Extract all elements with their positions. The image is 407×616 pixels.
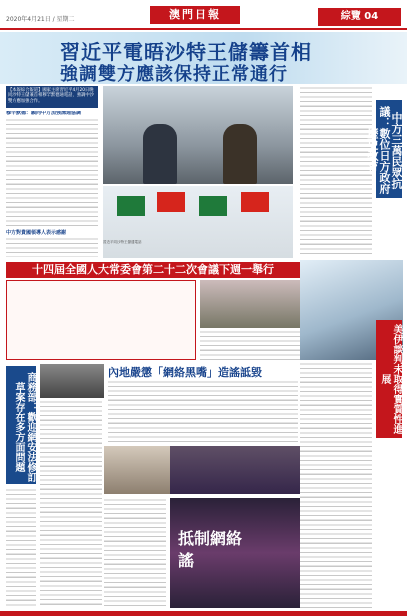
commerce-headline: 商務部：歡迎網安法修訂草案存在多方面問題 [6,366,36,484]
lead-box: 【本報綜合報道】國家主席習近平4月20日晚同沙特王儲兼首相穆罕默德通電話，強調中沙雙方應加強合作。 [6,86,98,108]
npc-article [6,280,196,360]
anti-rumor-photo [170,498,300,608]
subheading-1: 穆罕默德：願同中方加強溝通協調 [6,111,82,116]
saudi-flag-icon [199,196,227,216]
body-text [6,118,98,228]
page-header [0,0,407,30]
section-badge: 綜覽 04 [318,8,401,26]
saudi-flag-icon [117,196,145,216]
npc-photo [200,280,300,328]
anti-rumor-sign-text: 抵制網絡 謠 [178,529,243,570]
building-photo [104,446,170,494]
commerce-article-cont [6,488,36,608]
article-column-right [300,86,372,256]
figure-right [223,124,257,184]
photo-caption: 習近平同沙特王儲通電話 [103,240,142,244]
body-text [6,237,98,257]
rumor-article-cont [104,498,166,608]
flags-photo [103,186,293,258]
headline-sub: 強調雙方應該保持正常通行 [60,64,288,85]
subheading-2: 中方對貴國領導人表示感謝 [6,229,67,236]
figure-left [143,124,177,184]
rumor-article [108,380,298,442]
vertical-headline: 中方三萬民眾抗議：數位日方政府歷史教育 [376,100,402,198]
npc-banner: 十四屆全國人大常委會第二十二次會議下週一舉行 [6,262,300,278]
masthead-logo: 澳門日報 [150,6,240,24]
hero-banner [0,32,407,84]
us-article [300,362,372,608]
issue-date: 2020年4月21日 / 星期二 [6,16,75,23]
china-flag-icon [157,192,185,212]
headline-main: 習近平電晤沙特王儲籌首相 [60,40,312,64]
leaders-photo [103,86,293,184]
commerce-photo [40,364,104,398]
rumor-headline: 內地嚴懲「網絡黑嘴」造謠詆毀 [108,366,262,379]
npc-article-text [200,330,300,360]
sign-photo [170,446,300,494]
article-column-left [6,111,98,257]
us-headline: 美伊談判未取得實質性進展 [376,320,402,438]
china-flag-icon [241,192,269,212]
commerce-article [40,400,102,608]
footer-rule [0,611,407,616]
